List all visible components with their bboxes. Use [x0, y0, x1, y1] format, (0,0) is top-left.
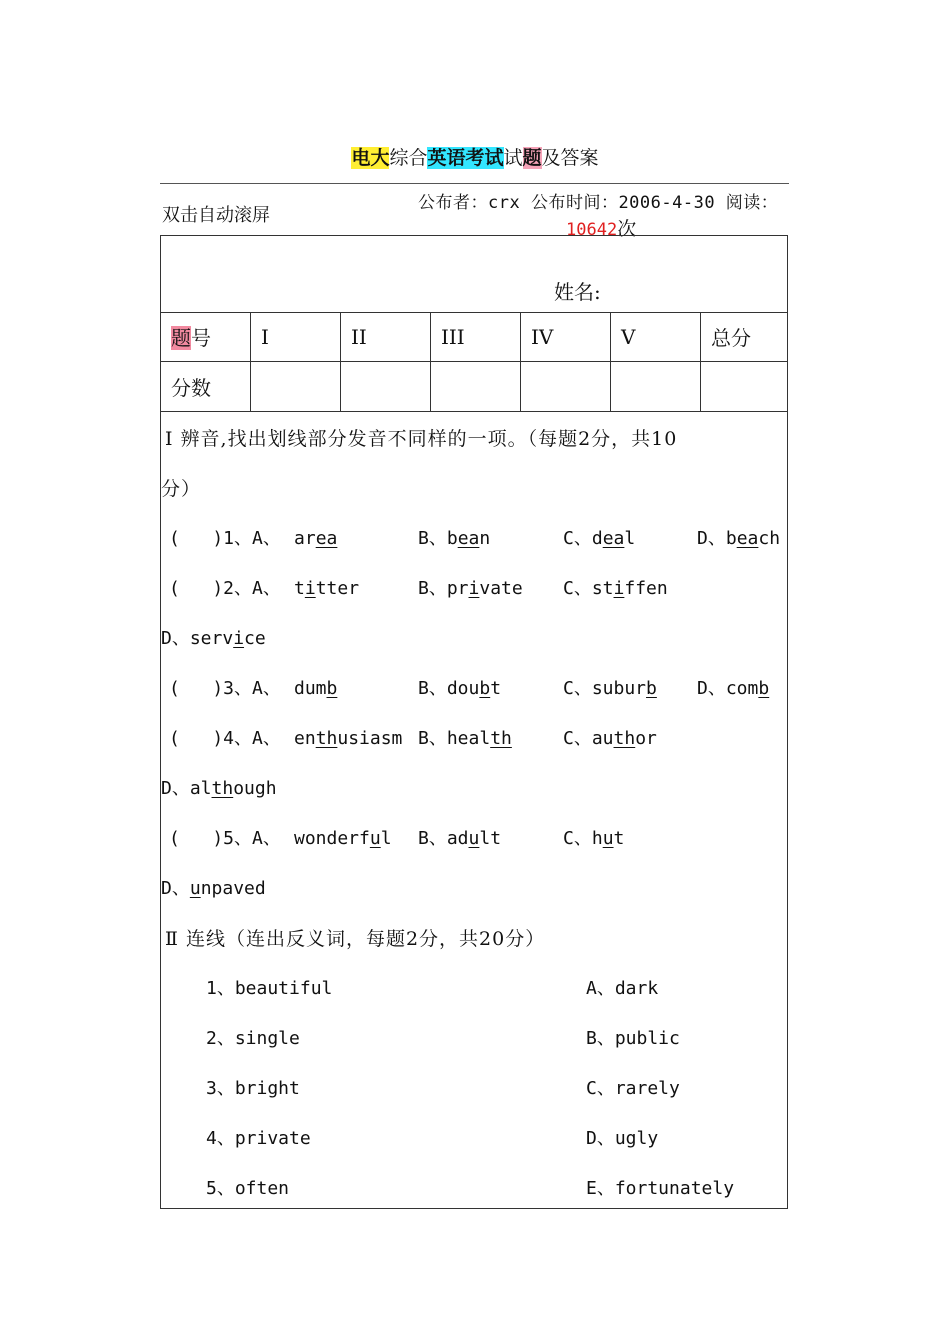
score-cell[interactable]	[521, 362, 611, 412]
q1-option-b: B、bean	[418, 528, 491, 549]
match-left-item: 5、often	[206, 1178, 290, 1199]
q3-option-b: B、doubt	[418, 678, 502, 699]
q4-option-a: enthusiasm	[294, 728, 403, 749]
q2-number: ( )2、A、	[169, 578, 281, 599]
score-header-cell: III	[431, 312, 521, 362]
q4-option-b: B、health	[418, 728, 512, 749]
title-part: 英语考试	[427, 147, 504, 169]
match-right-item: B、public	[586, 1028, 680, 1049]
score-header-ti: 题	[171, 326, 191, 350]
q1-number: ( )1、A、	[169, 528, 281, 549]
page-title	[0, 143, 950, 170]
match-left-item: 2、single	[206, 1028, 300, 1049]
read-count-suffix: 次	[617, 218, 638, 240]
title-part: 综合	[389, 147, 428, 169]
title-part: 试	[503, 147, 523, 169]
q5-option-c: C、hut	[563, 828, 625, 849]
score-header-cell	[161, 312, 251, 362]
header-divider	[160, 183, 789, 184]
match-right-item: E、fortunately	[586, 1178, 735, 1199]
q3-option-c: C、suburb	[563, 678, 657, 699]
q5-option-b: B、adult	[418, 828, 502, 849]
name-row	[161, 236, 787, 313]
match-left-item: 4、private	[206, 1128, 311, 1149]
exam-frame	[160, 235, 788, 1209]
score-row-label: 分数	[161, 362, 251, 412]
match-left-item: 1、beautiful	[206, 978, 333, 999]
score-cell[interactable]	[701, 362, 789, 412]
score-header-cell: II	[341, 312, 431, 362]
q5-option-a: wonderful	[294, 828, 392, 849]
section2-heading: Ⅱ 连线（连出反义词，每题2分，共20分）	[165, 928, 546, 950]
score-header-cell: 总分	[701, 312, 789, 362]
score-table	[161, 312, 788, 412]
name-label: 姓名:	[554, 280, 601, 304]
title-part: 题	[522, 147, 542, 169]
score-header-row	[161, 312, 788, 362]
title-part: 电大	[351, 147, 390, 169]
score-value-row	[161, 362, 788, 412]
q3-option-a: dumb	[294, 678, 338, 699]
q4-option-c: C、author	[563, 728, 657, 749]
q5-number: ( )5、A、	[169, 828, 281, 849]
score-header-hao: 号	[191, 326, 211, 350]
q2-option-c: C、stiffen	[563, 578, 668, 599]
section1-heading-cont: 分）	[161, 478, 202, 500]
score-cell[interactable]	[611, 362, 701, 412]
q4-number: ( )4、A、	[169, 728, 281, 749]
q4-option-d: D、although	[161, 778, 277, 799]
q2-option-d: D、service	[161, 628, 266, 649]
title-part: 及答案	[541, 147, 599, 169]
match-left-item: 3、bright	[206, 1078, 300, 1099]
q1-option-d: D、beach	[697, 528, 781, 549]
q3-number: ( )3、A、	[169, 678, 281, 699]
q2-option-b: B、private	[418, 578, 523, 599]
score-header-cell: IV	[521, 312, 611, 362]
q2-option-a: titter	[294, 578, 360, 599]
publish-meta: 公布者：crx 公布时间：2006-4-30 阅读：	[418, 193, 779, 213]
score-header-cell: V	[611, 312, 701, 362]
q1-option-c: C、deal	[563, 528, 636, 549]
match-right-item: A、dark	[586, 978, 659, 999]
score-cell[interactable]	[431, 362, 521, 412]
q5-option-d: D、unpaved	[161, 878, 266, 899]
q1-option-a: area	[294, 528, 338, 549]
score-header-cell: I	[251, 312, 341, 362]
section1-heading: I 辨音,找出划线部分发音不同样的一项。（每题2分，共10	[165, 428, 678, 450]
score-cell[interactable]	[251, 362, 341, 412]
score-cell[interactable]	[341, 362, 431, 412]
q3-option-d: D、comb	[697, 678, 770, 699]
match-right-item: C、rarely	[586, 1078, 680, 1099]
read-count-value: 10642	[566, 220, 618, 240]
match-right-item: D、ugly	[586, 1128, 659, 1149]
auto-scroll-link[interactable]: 双击自动滚屏	[162, 205, 270, 226]
